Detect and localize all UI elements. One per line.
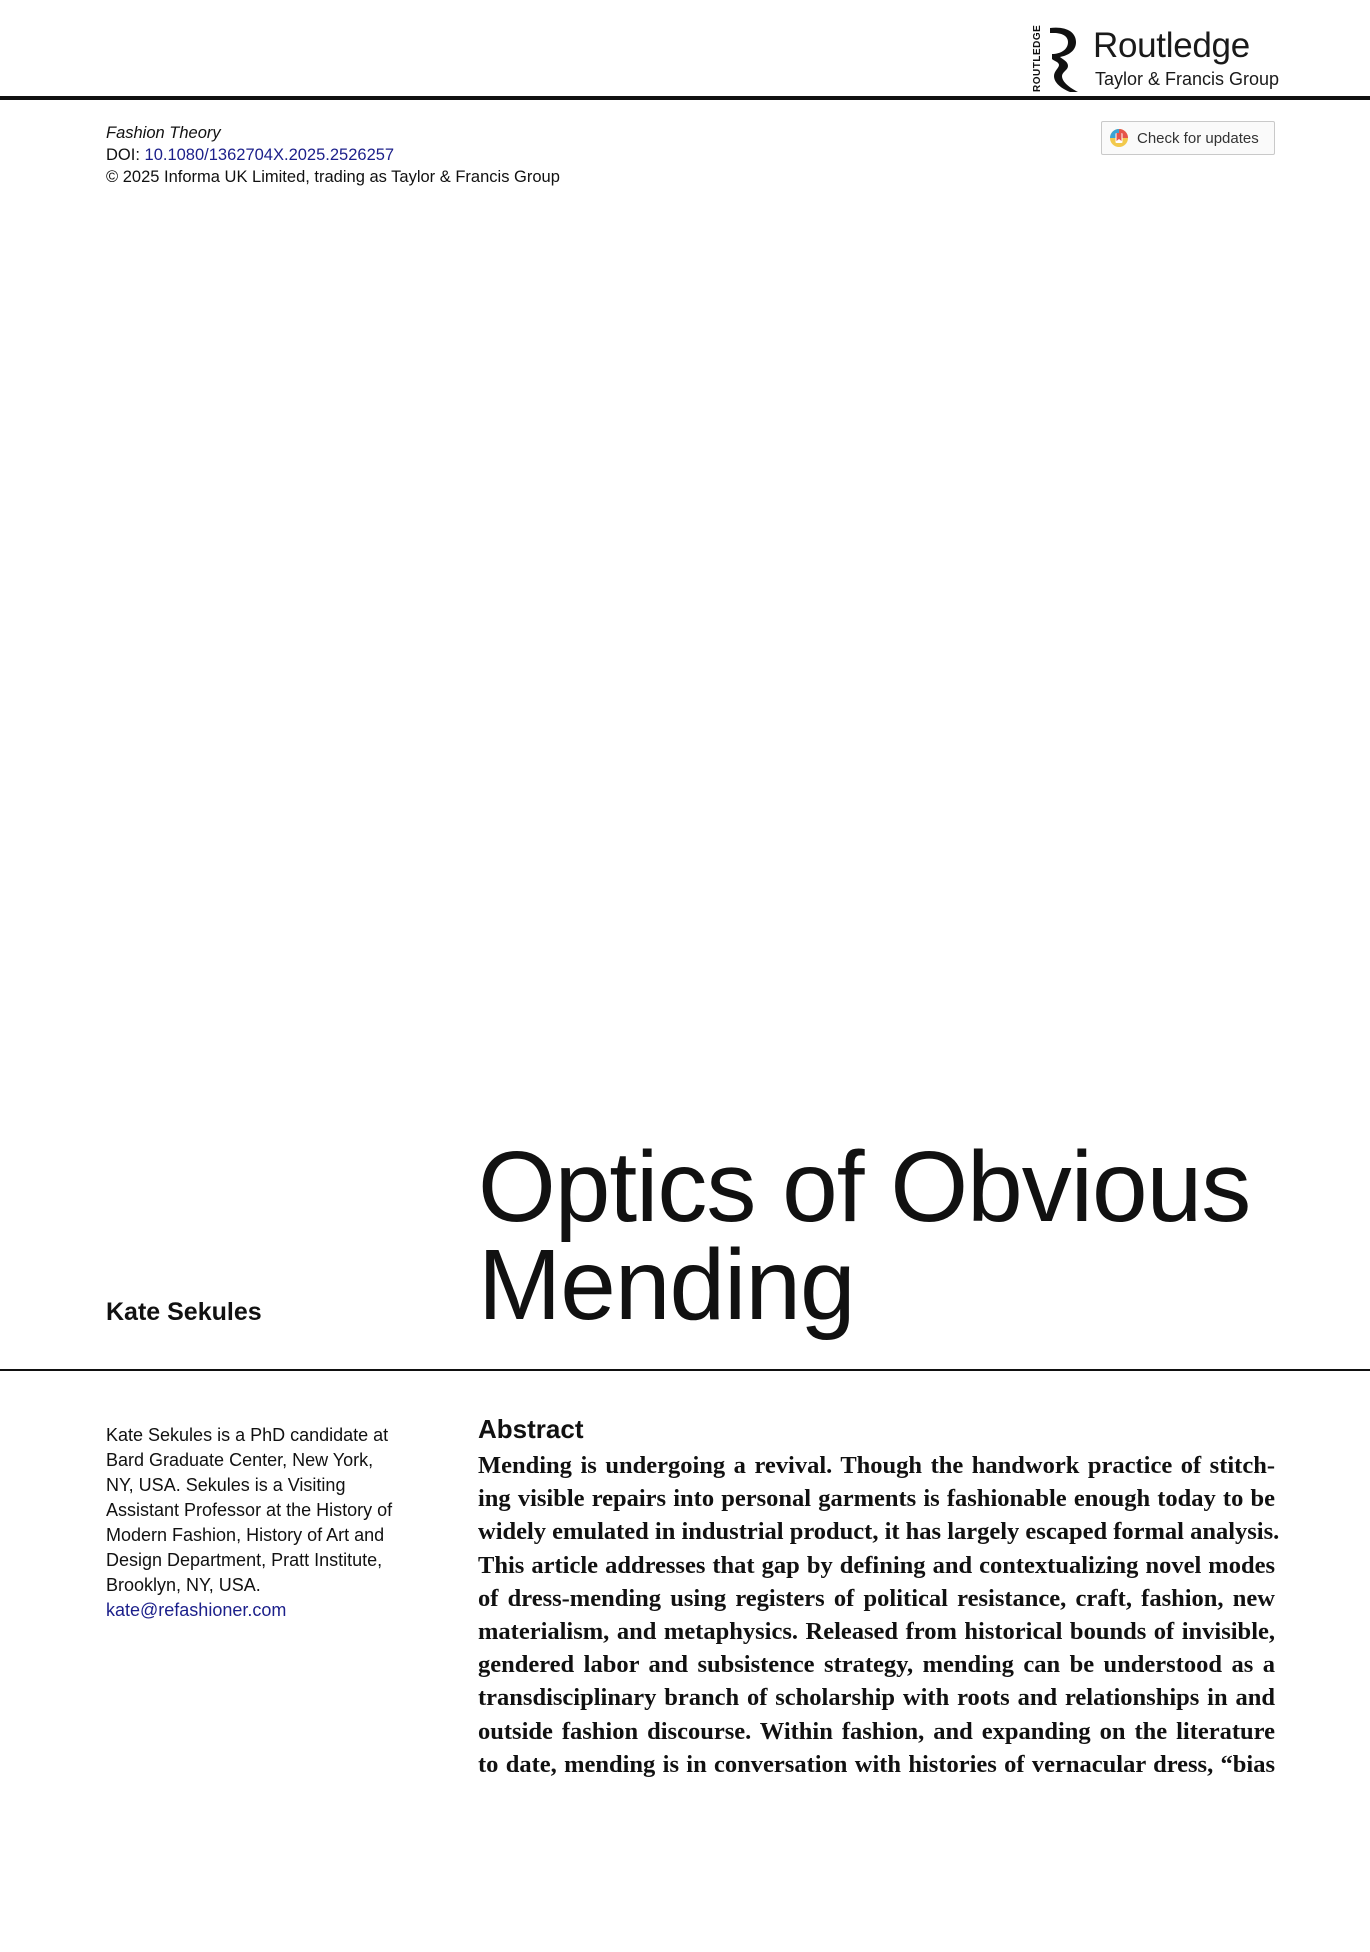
abstract-line: This article addresses that gap by defining and contextualizing novel modes [478,1551,1275,1579]
title-line-2: Mending [478,1229,855,1341]
bio-line: Kate Sekules is a PhD candidate at [106,1425,389,1445]
abstract-line: outside fashion discourse. Within fashion, and expanding on the literature [478,1717,1275,1745]
abstract-line: widely emulated in industrial product, it has largely escaped formal analysis. [478,1518,1280,1546]
check-for-updates-label: Check for updates [1137,129,1259,147]
copyright-line: © 2025 Informa UK Limited, trading as Taylor & Francis Group [106,168,560,186]
abstract-line: ing visible repairs into personal garments is fashionable enough today to be [478,1485,1275,1513]
publisher-name: Routledge [1093,26,1250,65]
author-bio [106,1423,416,1623]
bio-line: Assistant Professor at the History of [106,1500,393,1520]
abstract-line: Mending is undergoing a revival. Though the handwork practice of stitch- [478,1452,1275,1479]
journal-name: Fashion Theory [106,124,221,142]
article-title [478,1131,1251,1341]
publisher-group: Taylor & Francis Group [1095,69,1280,89]
title-divider [0,1369,1370,1371]
header-divider [0,96,1370,100]
doi-line [106,144,560,166]
bio-line: Brooklyn, NY, USA. [106,1575,261,1595]
routledge-emblem-icon [1046,26,1080,94]
author-email-link[interactable]: kate@refashioner.com [106,1600,287,1620]
bio-line: NY, USA. Sekules is a Visiting [106,1475,346,1495]
abstract-line: transdisciplinary branch of scholarship with roots and relationships in and [478,1684,1275,1712]
abstract-heading: Abstract [478,1414,584,1444]
publisher-vertical-label: ROUTLEDGE [1032,24,1043,92]
abstract-line: gendered labor and subsistence strategy, mending can be understood as a [478,1651,1275,1679]
bio-line: Design Department, Pratt Institute, [106,1550,383,1570]
crossmark-icon [1109,128,1129,148]
check-for-updates-button[interactable] [1101,121,1275,155]
doi-label: DOI: [106,146,145,164]
bio-line: Bard Graduate Center, New York, [106,1450,374,1470]
abstract-line: to date, mending is in conversation with histories of vernacular dress, “bias [478,1750,1275,1778]
publisher-logo [1032,24,1292,96]
abstract-text [478,1449,1280,1781]
title-line-1: Optics of Obvious [478,1131,1251,1243]
author-name: Kate Sekules [106,1298,262,1326]
doi-link[interactable]: 10.1080/1362704X.2025.2526257 [144,146,395,164]
abstract-line: materialism, and metaphysics. Released from historical bounds of invisible, [478,1618,1275,1646]
article-metadata [106,122,560,188]
bio-line: Modern Fashion, History of Art and [106,1525,385,1545]
abstract-line: of dress-mending using registers of political resistance, craft, fashion, new [478,1584,1275,1612]
